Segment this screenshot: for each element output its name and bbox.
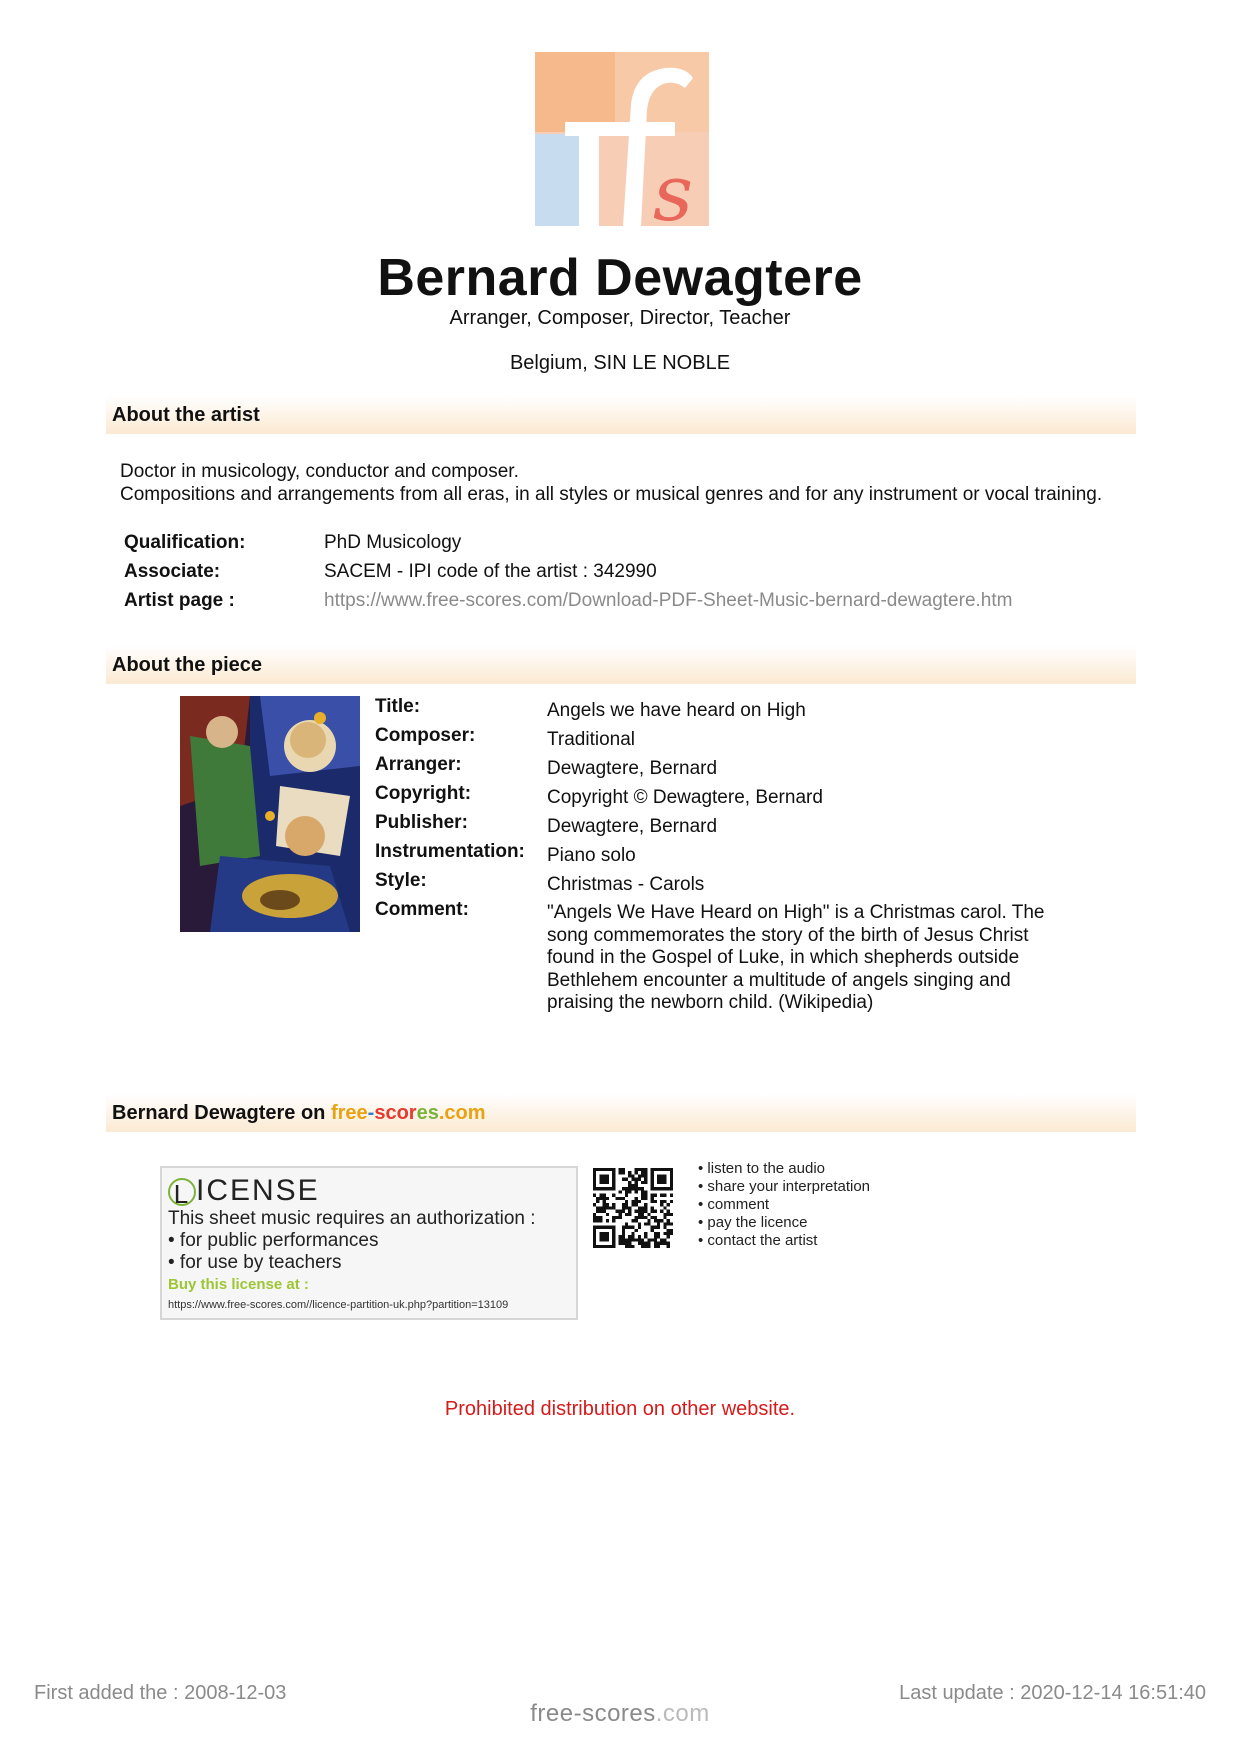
site-name-part: scor [374, 1102, 417, 1124]
license-title [168, 1174, 570, 1208]
piece-detail-row [375, 754, 1075, 783]
site-name-part: .com [438, 1102, 486, 1124]
comment-value: "Angels We Have Heard on High" is a Christmas carol. The song commemorates the story of the birth of Jesus Christ found in the Gospel of Luke, in which shepherds outside Bethlehem encounter a multitude of angels singing and praising the newborn child. (Wikipedia) [547, 902, 1045, 1013]
section-header-site [106, 1094, 1136, 1132]
piece-detail-row [375, 841, 1075, 870]
piece-detail-row [375, 783, 1075, 812]
artist-page-link[interactable]: https://www.free-scores.com/Download-PDF-Sheet-Music-bernard-dewagtere.htm [324, 590, 1013, 611]
site-name-part: es [416, 1102, 439, 1124]
qualification-label: Qualification: [124, 532, 246, 553]
feature-item: • listen to the audio [698, 1160, 826, 1177]
title-value: Angels we have heard on High [547, 700, 806, 721]
stained-glass-angels-image [180, 696, 360, 932]
publisher-label: Publisher: [375, 812, 468, 833]
style-label: Style: [375, 870, 427, 891]
license-initial: L [168, 1178, 196, 1206]
section-header-about-artist: About the artist [106, 396, 1136, 434]
section-header-about-piece: About the piece [106, 646, 1136, 684]
features-list [698, 1160, 870, 1250]
footer-logo-main: free-scores [530, 1700, 656, 1727]
piece-detail-row [375, 696, 1075, 725]
feature-item: • share your interpretation [698, 1178, 871, 1195]
title-label: Title: [375, 696, 421, 717]
comment-label: Comment: [375, 899, 469, 920]
copyright-label: Copyright: [375, 783, 472, 804]
distribution-notice: Prohibited distribution on other website. [444, 1398, 796, 1420]
last-update-date: Last update : 2020-12-14 16:51:40 [899, 1682, 1206, 1704]
composer-label: Composer: [375, 725, 476, 746]
artist-bio-line: Doctor in musicology, conductor and composer. [120, 461, 519, 482]
artist-bio [120, 460, 1130, 506]
piece-detail-row [375, 812, 1075, 841]
piece-detail-row [375, 899, 1075, 1015]
style-value: Christmas - Carols [547, 874, 705, 895]
license-item: • for use by teachers [168, 1252, 342, 1273]
license-item: • for public performances [168, 1230, 379, 1251]
svg-text:s: s [653, 149, 694, 226]
artist-page-label: Artist page : [124, 590, 235, 611]
license-title-rest: ICENSE [196, 1174, 320, 1207]
license-description [168, 1208, 570, 1274]
associate-label: Associate: [124, 561, 221, 582]
site-heading-prefix: Bernard Dewagtere on [112, 1102, 326, 1124]
feature-item: • comment [698, 1196, 770, 1213]
piece-detail-row [375, 725, 1075, 754]
artist-location: Belgium, SIN LE NOBLE [509, 352, 731, 374]
artist-roles: Arranger, Composer, Director, Teacher [449, 307, 791, 329]
free-scores-logo [535, 52, 709, 226]
feature-item: • contact the artist [698, 1232, 818, 1249]
license-desc-line: This sheet music requires an authorization : [168, 1208, 536, 1229]
license-box [160, 1166, 578, 1320]
publisher-value: Dewagtere, Bernard [547, 816, 718, 837]
instrumentation-label: Instrumentation: [375, 841, 525, 862]
artist-bio-line: Compositions and arrangements from all eras, in all styles or musical genres and for any instrument or vocal training. [120, 484, 1103, 505]
buy-license-label: Buy this license at : [168, 1276, 309, 1293]
first-added-date: First added the : 2008-12-03 [34, 1682, 287, 1704]
feature-item: • pay the licence [698, 1214, 808, 1231]
footer-logo-tail: .com [655, 1700, 710, 1727]
copyright-value: Copyright © Dewagtere, Bernard [547, 787, 823, 808]
qr-code-icon [593, 1168, 673, 1248]
arranger-label: Arranger: [375, 754, 462, 775]
site-name-part: - [367, 1102, 375, 1124]
artist-name: Bernard Dewagtere [377, 249, 863, 307]
site-name-link[interactable] [331, 1102, 486, 1124]
arranger-value: Dewagtere, Bernard [547, 758, 718, 779]
associate-value: SACEM - IPI code of the artist : 342990 [324, 561, 657, 582]
qualification-value: PhD Musicology [324, 532, 462, 553]
piece-details [375, 696, 1075, 1015]
piece-detail-row [375, 870, 1075, 899]
license-url-link[interactable]: https://www.free-scores.com//licence-partition-uk.php?partition=13109 [168, 1299, 509, 1311]
site-name-part: free [330, 1102, 368, 1124]
composer-value: Traditional [547, 729, 636, 750]
instrumentation-value: Piano solo [547, 845, 636, 866]
